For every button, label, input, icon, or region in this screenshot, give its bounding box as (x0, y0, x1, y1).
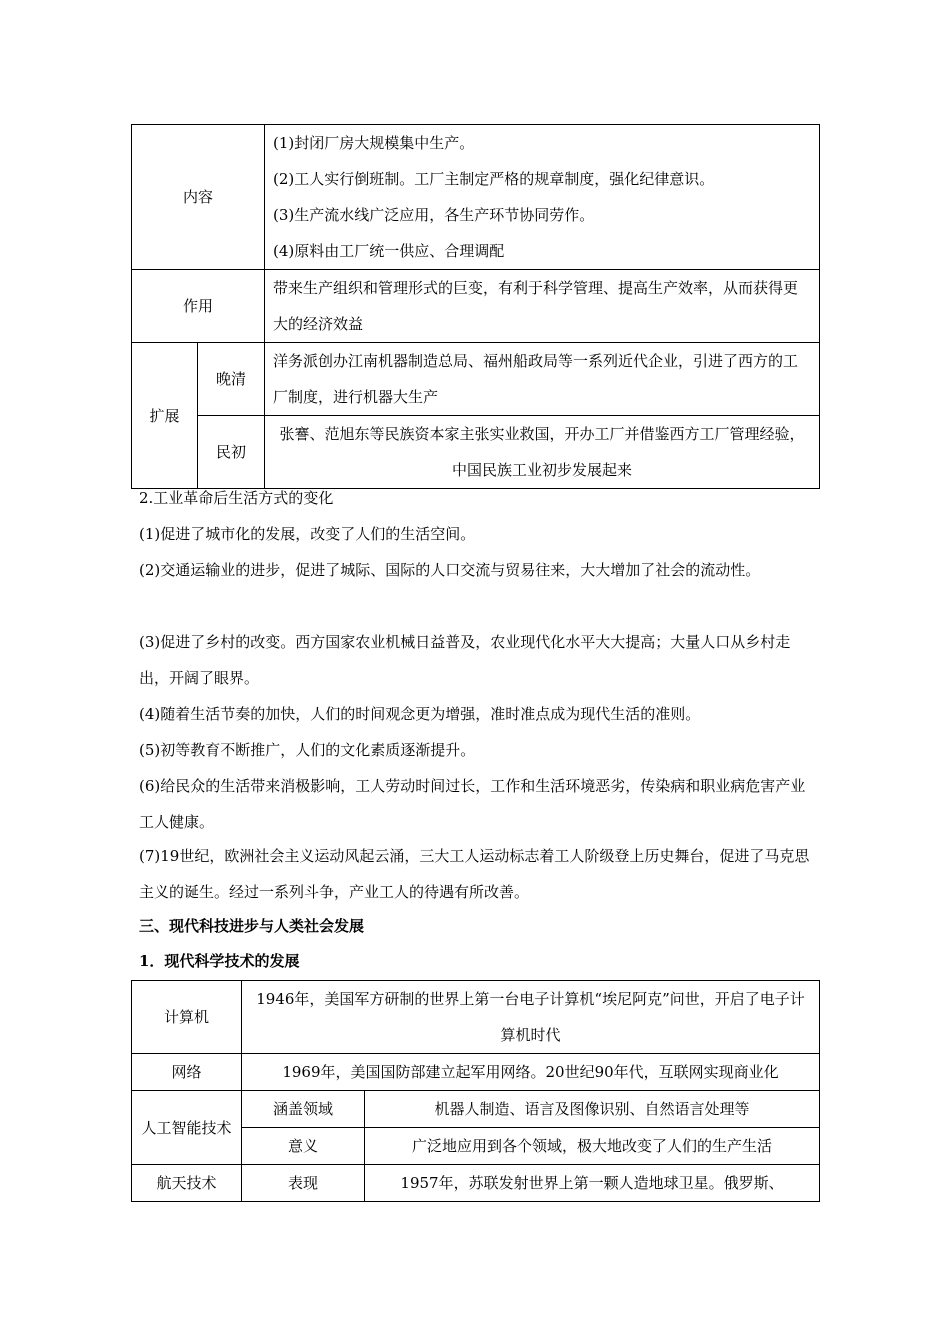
paragraph: (7)19世纪，欧洲社会主义运动风起云涌，三大工人运动标志着工人阶级登上历史舞台，促进了马克思主义的诞生。经过一系列斗争，产业工人的待遇有所改善。 (139, 847, 810, 901)
early-republic-cell: 张謇、范旭东等民族资本家主张实业救国，开办工厂并借鉴西方工厂管理经验，中国民族工业初步发展起来 (265, 416, 820, 489)
row-label-late-qing: 晚清 (198, 343, 265, 416)
paragraph: (4)随着生活节奏的加快，人们的时间观念更为增强，准时准点成为现代生活的准则。 (139, 705, 701, 723)
paragraph: (3)促进了乡村的改变。西方国家农业机械日益普及，农业现代化水平大大提高；大量人口从乡村走出，开阔了眼界。 (139, 633, 791, 687)
paragraph: (5)初等教育不断推广，人们的文化素质逐渐提升。 (139, 741, 476, 759)
row-label-ai: 人工智能技术 (132, 1091, 242, 1165)
aerospace-sub-label: 表现 (242, 1165, 365, 1202)
ai-scope-cell: 机器人制造、语言及图像识别、自然语言处理等 (365, 1091, 820, 1128)
row-label-extension: 扩展 (132, 343, 198, 489)
row-label-effect: 作用 (132, 270, 265, 343)
ai-scope-label: 涵盖领域 (242, 1091, 365, 1128)
content-line: (2)工人实行倒班制。工厂主制定严格的规章制度，强化纪律意识。 (273, 170, 715, 188)
network-cell: 1969年，美国国防部建立起军用网络。20世纪90年代，互联网实现商业化 (242, 1054, 820, 1091)
computer-cell: 1946年，美国军方研制的世界上第一台电子计算机“埃尼阿克”问世，开启了电子计算机时代 (242, 981, 820, 1054)
ai-significance-label: 意义 (242, 1128, 365, 1165)
late-qing-cell: 洋务派创办江南机器制造总局、福州船政局等一系列近代企业，引进了西方的工厂制度，进行机器大生产 (265, 343, 820, 416)
paragraph: (6)给民众的生活带来消极影响，工人劳动时间过长，工作和生活环境恶劣，传染病和职业病危害产业工人健康。 (139, 777, 806, 831)
effect-cell: 带来生产组织和管理形式的巨变，有利于科学管理、提高生产效率，从而获得更大的经济效益 (265, 270, 820, 343)
section-heading: 2.工业革命后生活方式的变化 (139, 489, 334, 507)
factory-system-table (131, 124, 820, 489)
section-heading: 三、现代科技进步与人类社会发展 (139, 917, 365, 935)
content-line: (3)生产流水线广泛应用，各生产环节协同劳作。 (273, 206, 595, 224)
row-label-network: 网络 (132, 1054, 242, 1091)
subsection-heading: 1．现代科学技术的发展 (139, 952, 300, 970)
row-label-early-republic: 民初 (198, 416, 265, 489)
row-label-aerospace: 航天技术 (132, 1165, 242, 1202)
paragraph: (2)交通运输业的进步，促进了城际、国际的人口交流与贸易往来，大大增加了社会的流动性。 (139, 561, 761, 579)
row-label-computer: 计算机 (132, 981, 242, 1054)
content-cell (265, 125, 820, 270)
paragraph: (1)促进了城市化的发展，改变了人们的生活空间。 (139, 525, 476, 543)
content-line: (4)原料由工厂统一供应、合理调配 (273, 242, 505, 260)
row-label-content: 内容 (132, 125, 265, 270)
ai-significance-cell: 广泛地应用到各个领域，极大地改变了人们的生产生活 (365, 1128, 820, 1165)
content-line: (1)封闭厂房大规模集中生产。 (273, 134, 475, 152)
aerospace-cell: 1957年，苏联发射世界上第一颗人造地球卫星。俄罗斯、 (365, 1165, 820, 1202)
tech-development-table (131, 980, 820, 1202)
